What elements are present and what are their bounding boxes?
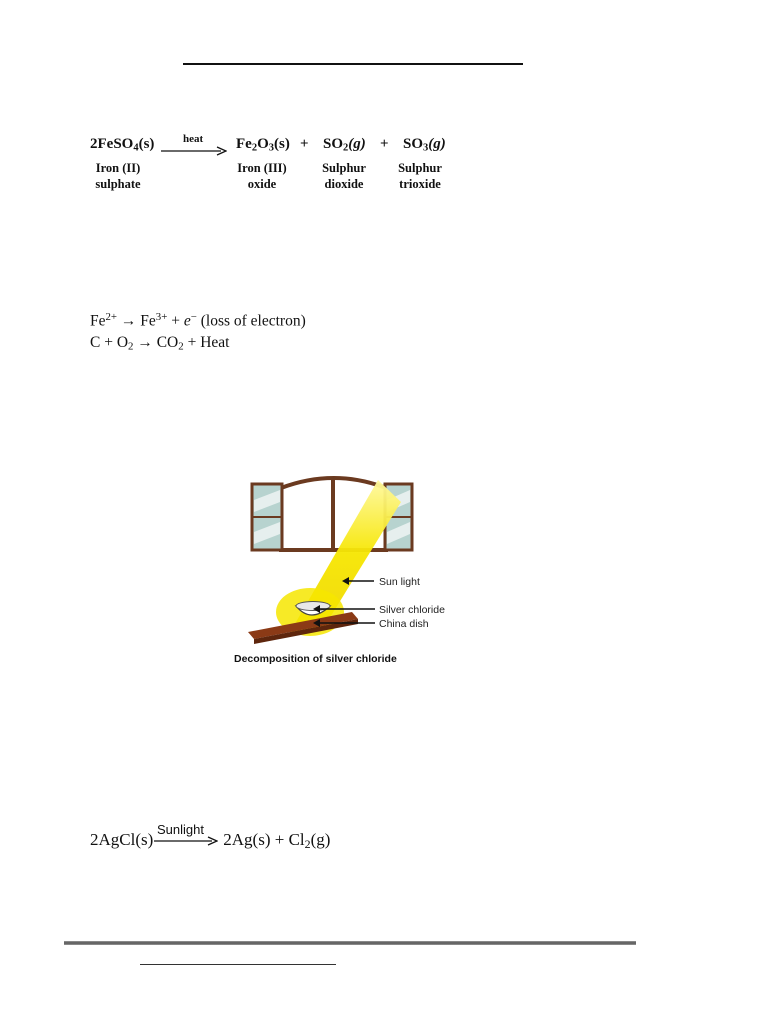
equation-silver-chloride: 2AgCl(s) $2Ag(s) + Cl_2(g)$ xyxy=(90,830,331,851)
label-silver-chloride: Silver chloride xyxy=(379,604,445,616)
equation-carbon-combustion: $C + O_2 \to CO_2$ + Heat xyxy=(90,334,230,353)
plus-sign: + xyxy=(300,136,309,152)
silver-chloride-decomposition-figure xyxy=(226,472,486,668)
sunlight-label: Sunlight xyxy=(157,822,204,837)
footnote-rule xyxy=(140,964,336,965)
reaction-arrow-icon xyxy=(161,146,227,156)
heat-label: heat xyxy=(183,133,204,145)
product-so2: $SO_2(g)$ xyxy=(323,136,366,154)
label-china-dish: China dish xyxy=(379,618,429,630)
footer-rule xyxy=(64,941,636,945)
equation-iron-oxidation: $Fe^{2+} \to Fe^{3+} + e^-$ (loss of electron) xyxy=(90,311,306,330)
label-sulphur-trioxide: Sulphur trioxide xyxy=(398,161,442,191)
reactant-feso4: 2FeSO$_4$(s) xyxy=(90,136,155,154)
header-rule xyxy=(183,63,523,65)
label-sun-light: Sun light xyxy=(379,576,420,588)
product-so3: $SO_3(g)$ xyxy=(403,136,446,154)
label-iron-iii-oxide: Iron (III) oxide xyxy=(237,161,287,191)
product-fe2o3: $Fe_2O_3(s)$ xyxy=(236,136,290,154)
label-iron-ii-sulphate: Iron (II) sulphate xyxy=(95,161,141,191)
label-sulphur-dioxide: Sulphur dioxide xyxy=(322,161,366,191)
figure-caption: Decomposition of silver chloride xyxy=(234,653,397,665)
plus-sign: + xyxy=(380,136,389,152)
